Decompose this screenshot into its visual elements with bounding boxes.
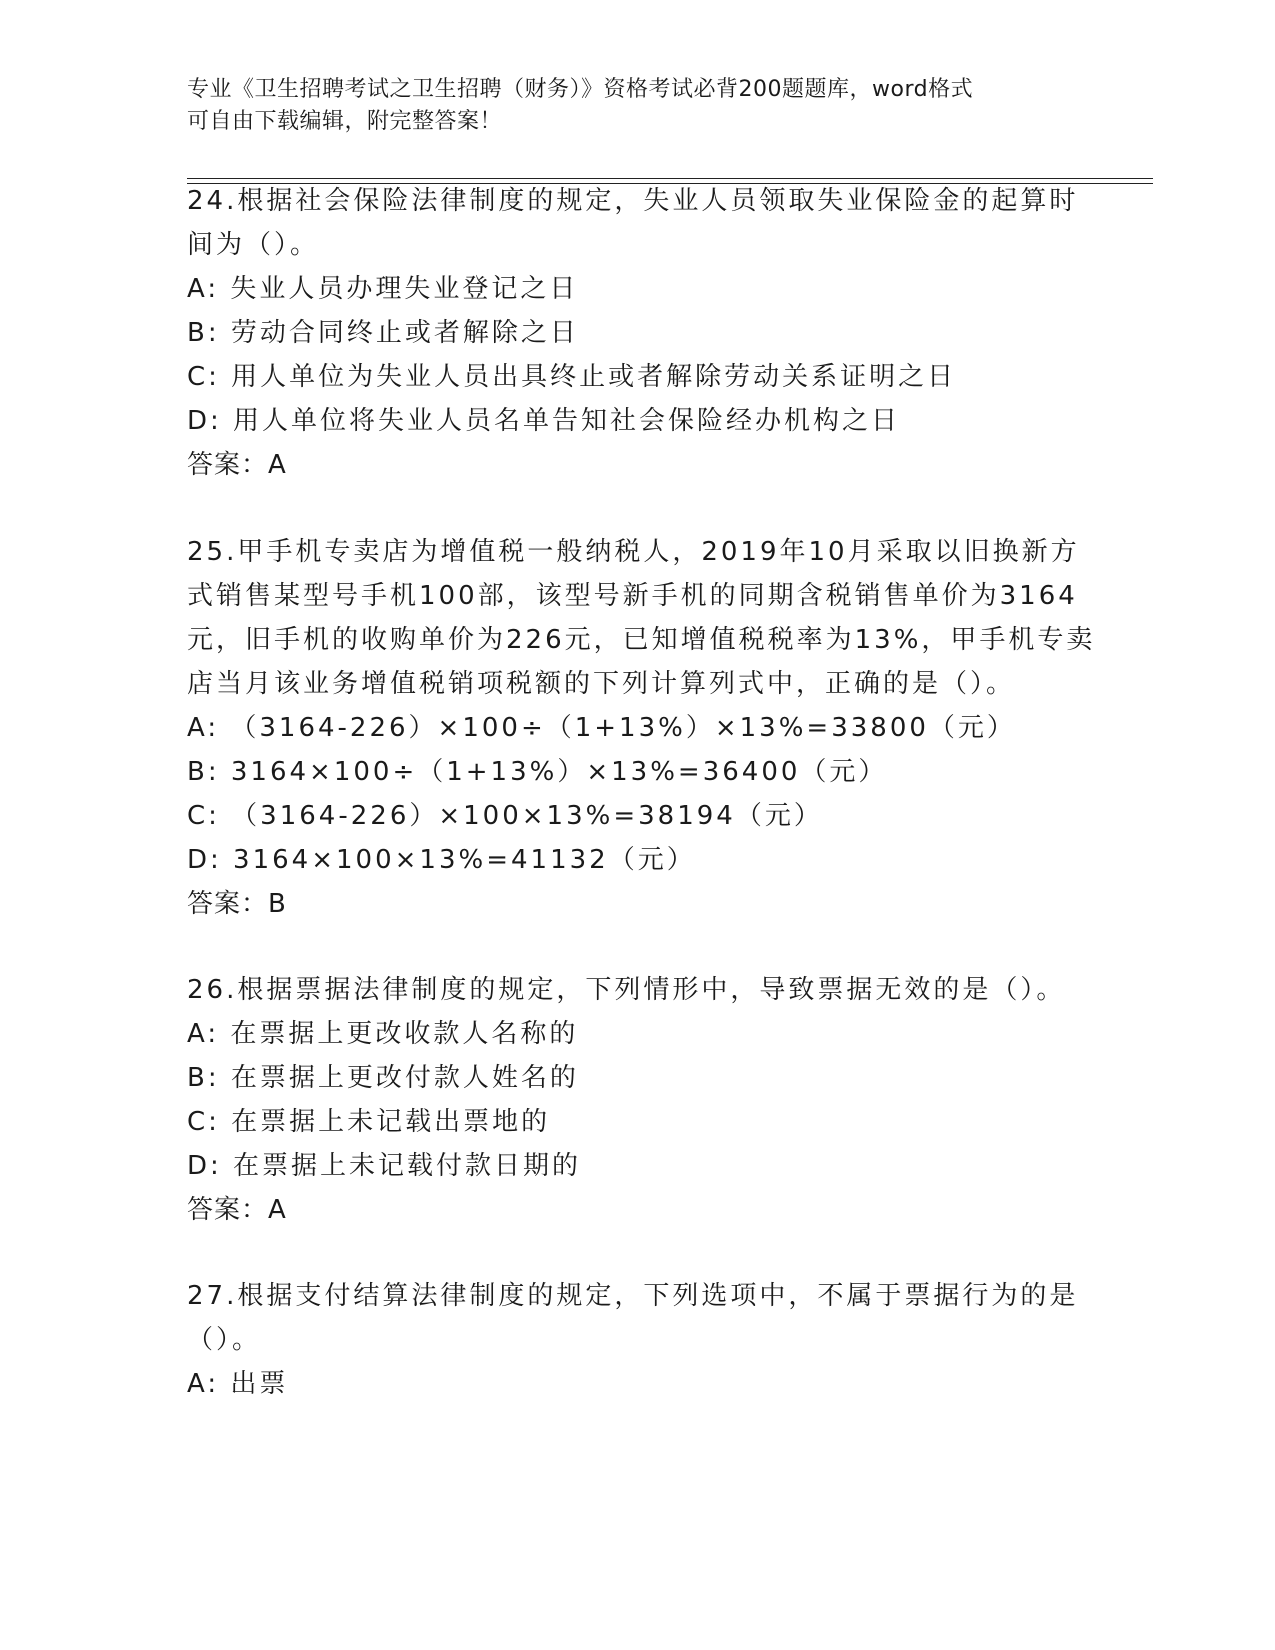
option-a: A: （3164-226）×100÷（1+13%）×13%=33800（元） — [187, 713, 1016, 743]
question-stem-line: 式销售某型号手机100部，该型号新手机的同期含税销售单价为3164 — [187, 581, 1078, 611]
question-stem-line: （）。 — [187, 1325, 262, 1355]
header-divider-top — [187, 178, 1153, 179]
option-a: A: 失业人员办理失业登记之日 — [187, 274, 579, 304]
option-d: D: 3164×100×13%=41132（元） — [187, 845, 696, 875]
option-a: A: 出票 — [187, 1369, 289, 1399]
answer-label: 答案：A — [187, 450, 287, 480]
option-d: D: 用人单位将失业人员名单告知社会保险经办机构之日 — [187, 406, 901, 436]
header-line-2: 可自由下载编辑，附完整答案！ — [187, 109, 503, 134]
option-b: B: 劳动合同终止或者解除之日 — [187, 318, 579, 348]
question-stem-line: 25.甲手机专卖店为增值税一般纳税人，2019年10月采取以旧换新方 — [187, 537, 1080, 567]
option-c: C: 用人单位为失业人员出具终止或者解除劳动关系证明之日 — [187, 362, 957, 392]
question-stem-line: 元，旧手机的收购单价为226元，已知增值税税率为13%，甲手机专卖 — [187, 625, 1096, 655]
question-stem-line: 26.根据票据法律制度的规定，下列情形中，导致票据无效的是（）。 — [187, 975, 1066, 1005]
header-line-1: 专业《卫生招聘考试之卫生招聘（财务）》资格考试必背200题题库，word格式 — [187, 77, 974, 102]
question-stem-line: 24.根据社会保险法律制度的规定，失业人员领取失业保险金的起算时 — [187, 186, 1079, 216]
option-c: C: 在票据上未记载出票地的 — [187, 1107, 551, 1137]
answer-label: 答案：A — [187, 1195, 287, 1225]
question-stem-line: 间为（）。 — [187, 230, 320, 260]
option-b: B: 3164×100÷（1+13%）×13%=36400（元） — [187, 757, 888, 787]
option-b: B: 在票据上更改付款人姓名的 — [187, 1063, 579, 1093]
option-d: D: 在票据上未记载付款日期的 — [187, 1151, 582, 1181]
option-a: A: 在票据上更改收款人名称的 — [187, 1019, 579, 1049]
question-stem-line: 店当月该业务增值税销项税额的下列计算列式中，正确的是（）。 — [187, 669, 1016, 699]
question-stem-line: 27.根据支付结算法律制度的规定，下列选项中，不属于票据行为的是 — [187, 1281, 1079, 1311]
document-header — [187, 74, 1087, 138]
option-c: C: （3164-226）×100×13%=38194（元） — [187, 801, 823, 831]
answer-label: 答案：B — [187, 889, 287, 919]
